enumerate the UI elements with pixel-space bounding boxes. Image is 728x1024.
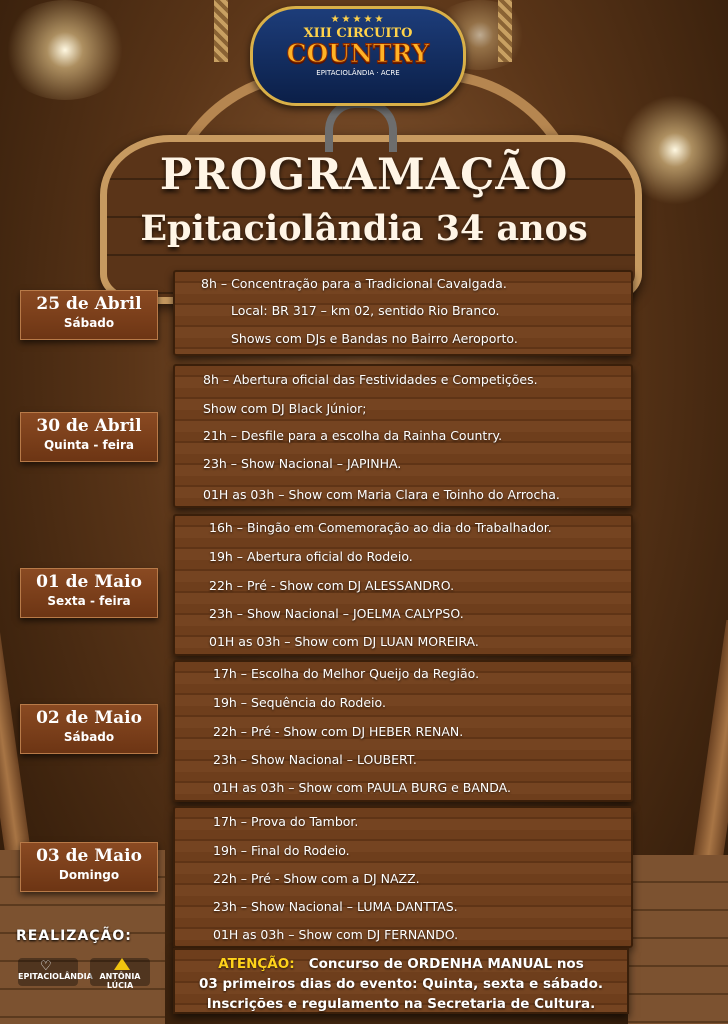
day-weekday: Sábado	[63, 316, 115, 330]
schedule-board	[173, 364, 633, 508]
day-date: 30 de Abril	[36, 416, 142, 436]
schedule-item: 16h – Bingão em Comemoração ao dia do Trabalhador.	[209, 520, 552, 535]
logo-name: COUNTRY	[286, 39, 430, 68]
schedule-board	[173, 660, 633, 802]
schedule-item: 22h – Pré - Show com DJ ALESSANDRO.	[209, 578, 455, 593]
rope	[498, 0, 512, 62]
triangle-icon	[114, 958, 130, 970]
schedule-item: 21h – Desfile para a escolha da Rainha Country.	[203, 428, 503, 443]
schedule-item: 22h – Pré - Show com a DJ NAZZ.	[213, 871, 420, 886]
schedule-item: 01H as 03h – Show com PAULA BURG e BANDA.	[213, 780, 511, 795]
schedule-item: 23h – Show Nacional – JOELMA CALYPSO.	[209, 606, 464, 621]
day-label	[20, 568, 158, 618]
schedule-item: 01H as 03h – Show com DJ FERNANDO.	[213, 927, 459, 942]
schedule-item: 23h – Show Nacional – LUMA DANTTAS.	[213, 899, 458, 914]
horseshoe-icon	[325, 100, 397, 152]
day-weekday: Sexta - feira	[47, 594, 131, 608]
event-logo	[250, 6, 466, 106]
schedule-item: 01H as 03h – Show com DJ LUAN MOREIRA.	[209, 634, 479, 649]
day-date: 01 de Maio	[36, 572, 142, 592]
schedule-item: 19h – Abertura oficial do Rodeio.	[209, 549, 413, 564]
day-date: 02 de Maio	[36, 708, 142, 728]
rope	[214, 0, 228, 62]
schedule-item: 8h – Concentração para a Tradicional Cavalgada.	[201, 276, 507, 291]
schedule-item: 19h – Sequência do Rodeio.	[213, 695, 386, 710]
schedule-item: Shows com DJs e Bandas no Bairro Aeroporto.	[231, 331, 518, 346]
schedule-board	[173, 514, 633, 656]
logo-edition: XIII CIRCUITO	[303, 26, 413, 41]
schedule-item: 01H as 03h – Show com Maria Clara e Toinho do Arrocha.	[203, 487, 560, 502]
day-label	[20, 842, 158, 892]
notice-line: Concurso de ORDENHA MANUAL nos	[308, 956, 584, 972]
day-date: 03 de Maio	[36, 846, 142, 866]
day-weekday: Quinta - feira	[43, 438, 135, 452]
schedule-item: 17h – Prova do Tambor.	[213, 814, 359, 829]
day-date: 25 de Abril	[36, 294, 142, 314]
schedule-board	[173, 270, 633, 356]
day-label	[20, 412, 158, 462]
schedule-item: 17h – Escolha do Melhor Queijo da Região.	[213, 666, 480, 681]
notice-board	[173, 948, 629, 1014]
logo-stars: ★★★★★	[330, 14, 386, 25]
heart-icon: ♡	[40, 959, 52, 974]
notice-line: Inscrições e regulamento na Secretaria de Cultura.	[206, 996, 596, 1012]
schedule-item: 23h – Show Nacional – JAPINHA.	[203, 456, 402, 471]
notice-line: 03 primeiros dias do evento: Quinta, sexta e sábado.	[199, 976, 603, 992]
page-subtitle: Epitaciolândia 34 anos	[140, 208, 588, 249]
sponsor-logo	[90, 958, 150, 990]
spotlight	[0, 0, 130, 100]
wooden-floor	[628, 855, 728, 1024]
page-title: PROGRAMAÇÃO	[159, 150, 569, 200]
sponsor-logo	[18, 958, 93, 986]
day-weekday: Domingo	[58, 868, 120, 882]
schedule-board	[173, 806, 633, 948]
day-weekday: Sábado	[63, 730, 115, 744]
schedule-item: 8h – Abertura oficial das Festividades e Competições.	[203, 372, 538, 387]
schedule-item: 22h – Pré - Show com DJ HEBER RENAN.	[213, 724, 464, 739]
schedule-item: 23h – Show Nacional – LOUBERT.	[213, 752, 417, 767]
schedule-item: Local: BR 317 – km 02, sentido Rio Branco.	[231, 303, 500, 318]
schedule-item: Show com DJ Black Júnior;	[203, 401, 367, 416]
notice-highlight: ATENÇÃO:	[218, 956, 295, 972]
logo-subtitle: EPITACIOLÂNDIA · ACRE	[316, 69, 400, 77]
sponsor-name: ANTÔNIA LÚCIA	[99, 972, 141, 990]
schedule-item: 19h – Final do Rodeio.	[213, 843, 350, 858]
day-label	[20, 704, 158, 754]
day-label	[20, 290, 158, 340]
realizacao-label: REALIZAÇÃO:	[16, 928, 132, 944]
sponsor-name: EPITACIOLÂNDIA	[18, 972, 93, 981]
